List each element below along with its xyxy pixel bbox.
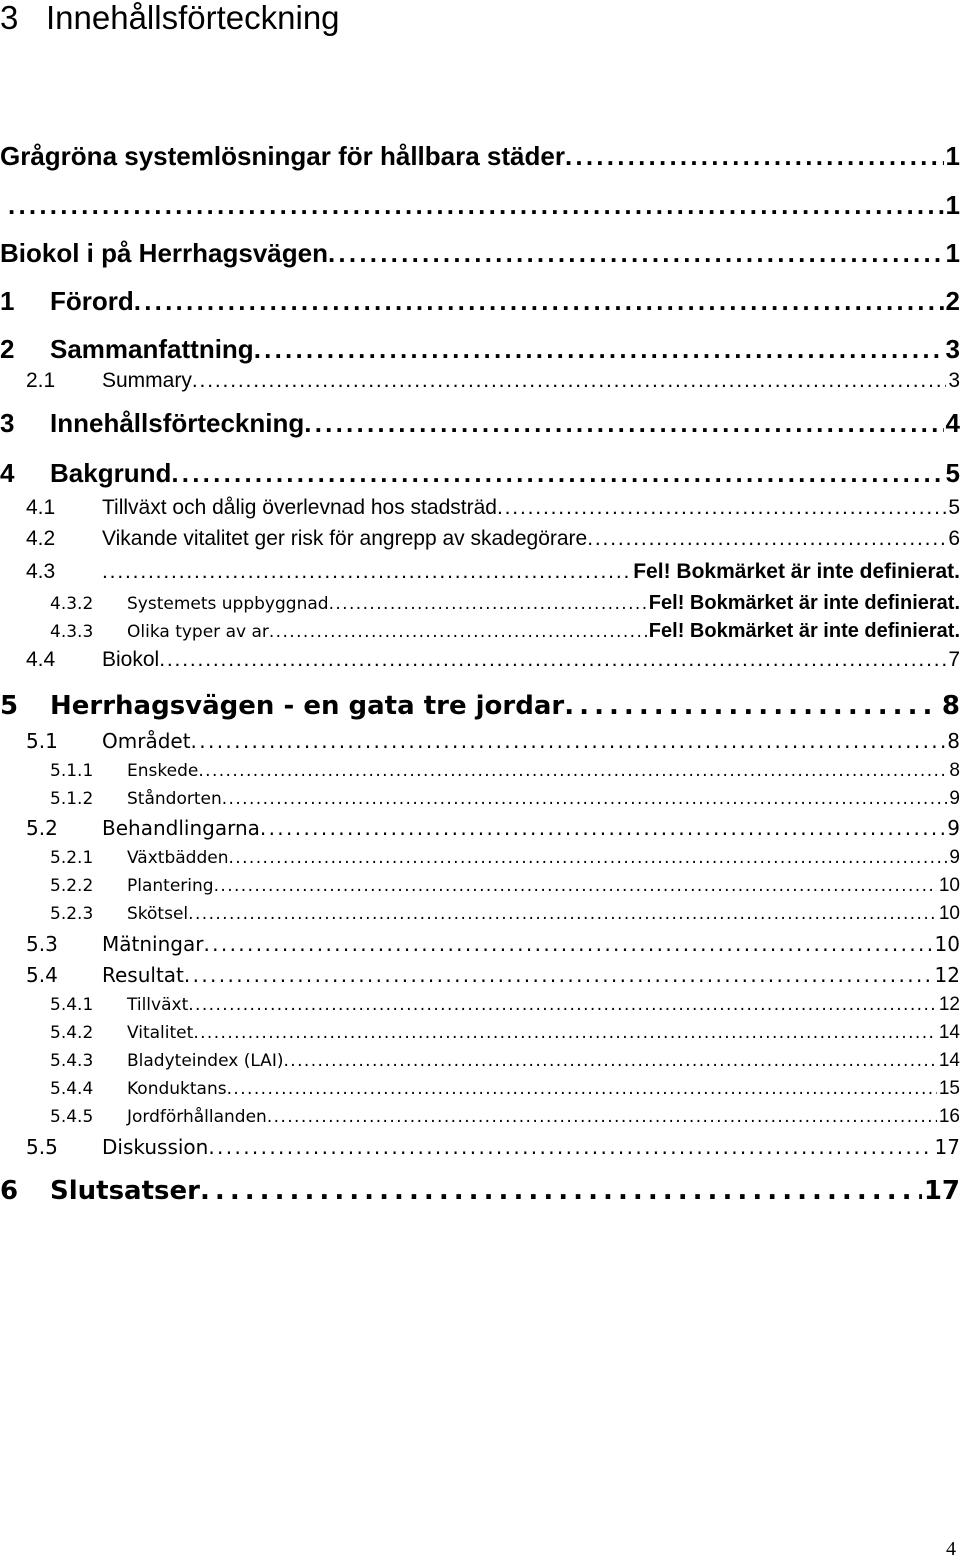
toc-entry[interactable] — [0, 1106, 960, 1130]
toc-leader-dots — [565, 141, 944, 172]
toc-entry-page: 6 — [948, 527, 960, 550]
toc-entry-title: Grågröna systemlösningar för hållbara städer — [0, 141, 565, 171]
toc-entry-title: Området — [102, 729, 191, 753]
toc-entry-title: Bakgrund — [50, 458, 172, 488]
toc-entry-title: Plantering — [127, 876, 214, 896]
toc-entry-title: Skötsel — [127, 904, 189, 924]
toc-entry-title: Biokol i på Herrhagsvägen — [0, 238, 328, 268]
toc-entry-number: 5.1.1 — [50, 761, 94, 781]
toc-entry-page: 9 — [949, 788, 960, 809]
toc-entry-title: Mätningar — [102, 932, 204, 956]
toc-leader-dots — [193, 1023, 937, 1043]
toc-entry-page: 17 — [934, 1135, 960, 1159]
toc-entry-number: 4.2 — [26, 527, 56, 550]
toc-entry[interactable] — [0, 903, 960, 927]
toc-entry-title: Förord — [50, 286, 134, 316]
toc-entry-number: 5 — [0, 691, 19, 721]
toc-entry[interactable] — [0, 334, 960, 368]
toc-entry[interactable] — [0, 648, 960, 676]
toc-entry-number: 5.2 — [26, 816, 58, 840]
toc-leader-dots — [587, 527, 946, 551]
toc-entry[interactable] — [0, 875, 960, 899]
toc-entry-number: 5.4.2 — [50, 1023, 94, 1043]
toc-entry-page: 5 — [945, 458, 960, 488]
toc-leader-dots — [329, 594, 647, 614]
toc-leader-dots — [564, 691, 940, 721]
section-heading-number: 3 — [0, 0, 19, 36]
toc-entry-page: 9 — [949, 847, 960, 868]
toc-entry-page: 16 — [938, 1106, 960, 1127]
toc-entry[interactable] — [0, 1050, 960, 1074]
section-heading-title: Innehållsförteckning — [46, 0, 340, 36]
toc-entry[interactable] — [0, 788, 960, 812]
toc-entry-error: Fel! Bokmärket är inte definierat. — [648, 592, 960, 614]
toc-leader-dots — [497, 496, 946, 520]
toc-entry[interactable] — [0, 932, 960, 960]
toc-entry[interactable] — [0, 560, 960, 588]
section-heading — [0, 0, 340, 36]
toc-entry-number: 4 — [0, 458, 15, 488]
toc-leader-dots — [198, 761, 947, 781]
toc-entry-title: Jordförhållanden — [127, 1107, 267, 1127]
toc-leader-dots — [214, 876, 937, 896]
toc-leader-dots — [171, 458, 943, 489]
toc-entry-page: 1 — [945, 141, 960, 171]
toc-leader-dots — [184, 963, 933, 987]
toc-entry-page: 14 — [938, 1050, 960, 1071]
toc-entry[interactable] — [0, 816, 960, 844]
toc-entry[interactable] — [0, 141, 960, 175]
toc-entry-number: 4.1 — [26, 496, 56, 519]
toc-entry-number: 5.4.3 — [50, 1051, 94, 1071]
toc-entry[interactable] — [0, 1176, 960, 1210]
toc-entry-title: Innehållsförteckning — [50, 408, 305, 438]
toc-entry[interactable] — [0, 527, 960, 555]
toc-entry-number: 4.3 — [26, 560, 56, 583]
toc-leader-dots — [102, 560, 631, 584]
toc-entry-number: 5.2.1 — [50, 848, 94, 868]
toc-entry[interactable] — [0, 994, 960, 1018]
toc-entry[interactable] — [0, 1022, 960, 1046]
toc-entry-title: Tillväxt — [127, 995, 189, 1015]
toc-entry[interactable] — [0, 963, 960, 991]
toc-entry[interactable] — [0, 369, 960, 397]
toc-entry-number: 3 — [0, 408, 15, 438]
toc-entry-page: 1 — [945, 238, 960, 268]
toc-entry-title: Diskussion — [102, 1135, 209, 1159]
toc-entry-page: 7 — [948, 648, 960, 671]
toc-entry[interactable] — [0, 496, 960, 524]
toc-entry-number: 5.4 — [26, 963, 58, 987]
toc-leader-dots — [328, 238, 944, 269]
toc-entry-number: 5.4.4 — [50, 1079, 94, 1099]
toc-entry-title: Tillväxt och dålig överlevnad hos stadsträd — [102, 496, 497, 519]
toc-leader-dots — [8, 190, 944, 221]
toc-entry[interactable] — [0, 408, 960, 442]
toc-leader-dots — [192, 369, 946, 393]
toc-leader-dots — [228, 848, 947, 868]
toc-entry[interactable] — [0, 691, 960, 725]
toc-entry-page: 12 — [934, 963, 960, 987]
toc-leader-dots — [260, 816, 945, 840]
toc-entry-title: Vikande vitalitet ger risk för angrepp av skadegörare — [102, 527, 588, 550]
toc-entry-page: 8 — [947, 729, 960, 753]
toc-entry-number: 5.2.3 — [50, 904, 94, 924]
toc-entry-page: 4 — [945, 408, 960, 438]
toc-entry-title: Växtbädden — [127, 848, 229, 868]
toc-entry-number: 2.1 — [26, 369, 56, 392]
toc-entry-number: 4.3.2 — [50, 594, 94, 614]
toc-entry-page: 8 — [949, 760, 960, 781]
toc-entry-page: 17 — [923, 1176, 960, 1206]
toc-entry-title: Summary — [102, 369, 192, 392]
toc-entry-page: 5 — [948, 496, 960, 519]
toc-entry-page: 12 — [938, 994, 960, 1015]
toc-entry-title: Ståndorten — [127, 789, 222, 809]
toc-entry-title: Enskede — [127, 761, 199, 781]
toc-leader-dots — [200, 1176, 922, 1206]
toc-leader-dots — [191, 729, 946, 753]
toc-entry-title: Bladyteindex (LAI) — [127, 1051, 284, 1071]
toc-entry[interactable] — [0, 1078, 960, 1102]
toc-entry-title: Konduktans — [127, 1079, 227, 1099]
toc-leader-dots — [283, 1051, 936, 1071]
toc-entry-title: Biokol — [102, 648, 160, 671]
toc-leader-dots — [267, 1107, 937, 1127]
toc-entry-page: 10 — [938, 903, 960, 924]
toc-entry[interactable] — [0, 1135, 960, 1163]
toc-entry[interactable] — [0, 190, 960, 224]
toc-entry-title: Vitalitet — [127, 1023, 194, 1043]
toc-entry-number: 5.4.5 — [50, 1107, 94, 1127]
footer-page-number: 4 — [946, 1538, 956, 1560]
toc-entry-number: 5.1 — [26, 729, 58, 753]
toc-entry[interactable] — [0, 729, 960, 757]
toc-entry-title: Herrhagsvägen - en gata tre jordar — [50, 691, 565, 721]
toc-entry-page: 3 — [945, 334, 960, 364]
toc-entry-page: 8 — [941, 691, 960, 721]
toc-entry-number: 5.3 — [26, 932, 58, 956]
toc-entry-number: 1 — [0, 286, 15, 316]
toc-leader-dots — [203, 932, 932, 956]
toc-leader-dots — [222, 789, 948, 809]
toc-leader-dots — [227, 1079, 937, 1099]
toc-entry[interactable] — [0, 760, 960, 784]
toc-entry[interactable] — [0, 620, 960, 644]
toc-entry-number: 5.5 — [26, 1135, 58, 1159]
toc-entry-page: 10 — [934, 932, 960, 956]
toc-entry-title: Sammanfattning — [50, 334, 254, 364]
toc-entry-title: Resultat — [102, 963, 184, 987]
toc-leader-dots — [254, 334, 944, 365]
toc-entry-title: Systemets uppbyggnad — [127, 594, 329, 614]
toc-entry[interactable] — [0, 592, 960, 616]
toc-entry-page: 14 — [938, 1022, 960, 1043]
toc-entry-page: 10 — [938, 875, 960, 896]
toc-leader-dots — [188, 904, 937, 924]
toc-leader-dots — [269, 622, 647, 642]
toc-entry-number: 4.4 — [26, 648, 56, 671]
toc-entry-title: Behandlingarna — [102, 816, 260, 840]
toc-entry-number: 5.4.1 — [50, 995, 94, 1015]
toc-entry-number: 5.2.2 — [50, 876, 94, 896]
toc-entry-page: 2 — [945, 286, 960, 316]
toc-entry[interactable] — [0, 238, 960, 272]
toc-entry-page: 9 — [947, 816, 960, 840]
toc-entry-error: Fel! Bokmärket är inte definierat. — [633, 560, 960, 583]
toc-entry[interactable] — [0, 286, 960, 320]
toc-leader-dots — [188, 995, 937, 1015]
toc-entry-page: 1 — [945, 190, 960, 220]
toc-leader-dots — [159, 648, 946, 672]
toc-leader-dots — [134, 286, 944, 317]
toc-entry-number: 4.3.3 — [50, 622, 94, 642]
toc-entry-page: 15 — [938, 1078, 960, 1099]
toc-entry-number: 2 — [0, 334, 15, 364]
toc-entry-number: 6 — [0, 1176, 19, 1206]
toc-leader-dots — [304, 408, 943, 439]
toc-entry-title: Slutsatser — [50, 1176, 200, 1206]
toc-entry-number: 5.1.2 — [50, 789, 94, 809]
toc-leader-dots — [208, 1135, 932, 1159]
toc-entry[interactable] — [0, 847, 960, 871]
toc-entry[interactable] — [0, 458, 960, 492]
toc-entry-title: Olika typer av ar — [127, 622, 269, 642]
toc-entry-error: Fel! Bokmärket är inte definierat. — [648, 620, 960, 642]
toc-entry-page: 3 — [948, 369, 960, 392]
